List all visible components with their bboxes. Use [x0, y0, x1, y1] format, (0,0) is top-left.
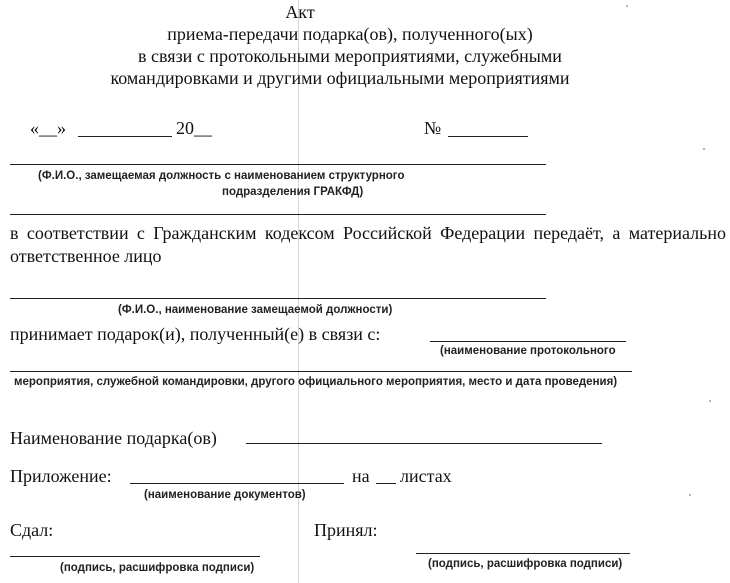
document-title: Акт: [285, 2, 315, 22]
attachment-sheets: листах: [400, 466, 452, 486]
date-year: 20__: [176, 118, 212, 138]
attachment-on: на: [352, 466, 370, 486]
handed-signature-line: [10, 556, 260, 557]
event-extra-line: [10, 371, 632, 372]
date-day: «__»: [30, 118, 66, 138]
attachment-docs-line: [130, 483, 344, 484]
giver-statement: в соответствии с Гражданским кодексом Российской Федерации передаёт, а материально ответственное лицо: [10, 223, 726, 266]
handed-label: Сдал:: [10, 520, 54, 540]
date-month-line: [78, 136, 172, 137]
attachment-caption: (наименование документов): [144, 489, 306, 501]
attachment-sheets-line: [376, 483, 396, 484]
scan-dot: [689, 494, 691, 496]
gift-label: Наименование подарка(ов): [10, 428, 217, 448]
accepts-label: принимает подарок(и), полученный(е) в связи с:: [10, 324, 381, 344]
event-caption-1: (наименование протокольного: [440, 345, 616, 357]
receiver-name-line: [10, 298, 546, 299]
event-caption-2: мероприятия, служебной командировки, другого официального мероприятия, место и дата проведения): [14, 376, 618, 388]
giver-name-line: [10, 164, 546, 165]
received-signature-line: [416, 553, 630, 554]
gift-line: [246, 443, 602, 444]
title-line-1: приема-передачи подарка(ов), полученного(ых): [167, 24, 533, 44]
title-line-2: в связи с протокольными мероприятиями, служебными: [138, 46, 562, 66]
scan-dot: [626, 5, 628, 7]
number-label: №: [424, 118, 442, 138]
scan-dot: [709, 400, 711, 402]
giver-extra-line: [10, 214, 546, 215]
giver-caption-1: (Ф.И.О., замещаемая должность с наименованием структурного: [38, 170, 405, 182]
number-line: [448, 136, 528, 137]
received-label: Принял:: [314, 520, 378, 540]
scan-dot: [703, 148, 705, 150]
receiver-caption: (Ф.И.О., наименование замещаемой должности): [118, 304, 393, 316]
event-line: [430, 341, 626, 342]
received-caption: (подпись, расшифровка подписи): [428, 558, 623, 570]
title-line-3: командировками и другими официальными мероприятиями: [110, 68, 570, 88]
attachment-label: Приложение:: [10, 466, 112, 486]
giver-caption-2: подразделения ГРАКФД): [222, 186, 364, 198]
handed-caption: (подпись, расшифровка подписи): [60, 562, 255, 574]
